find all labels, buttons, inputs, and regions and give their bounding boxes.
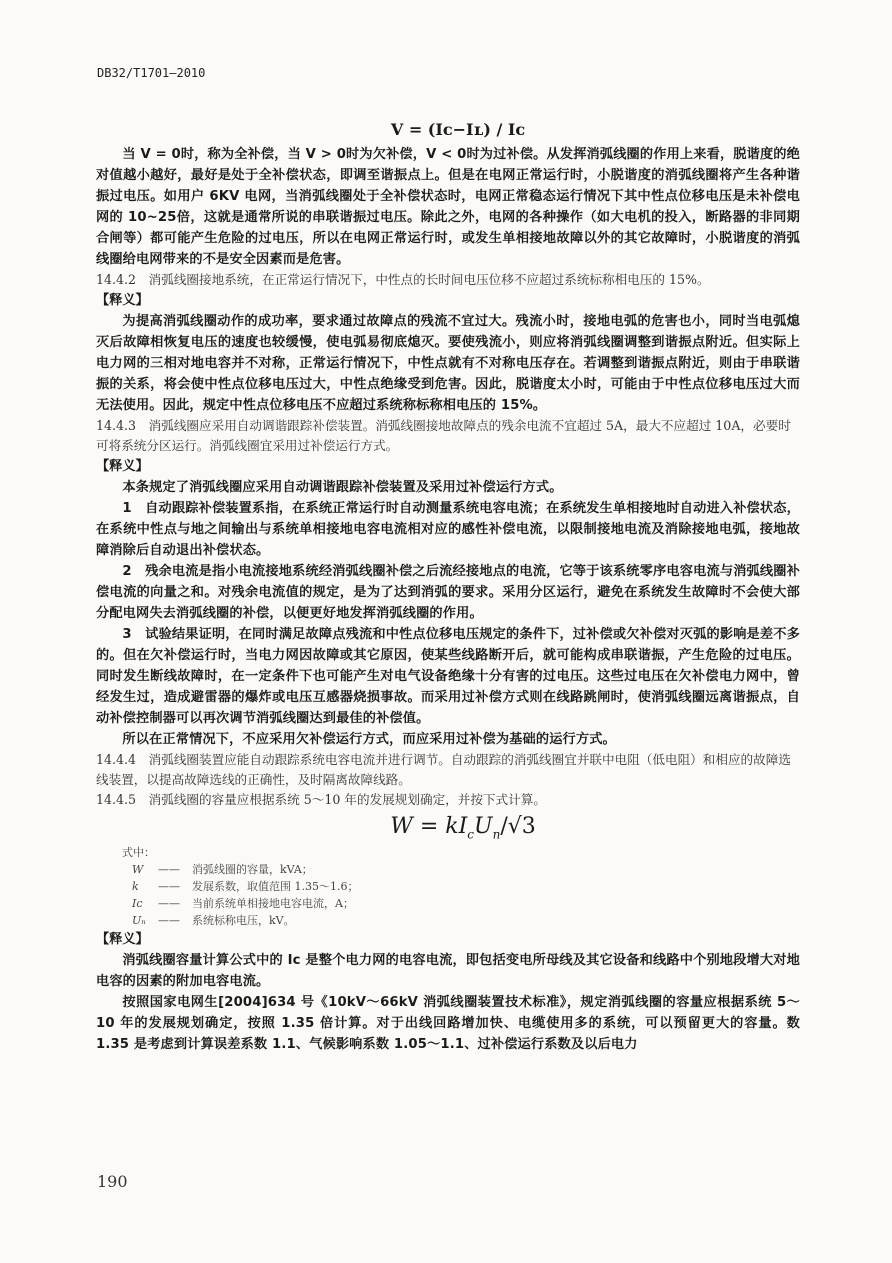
interpretation-label: 【释义】	[96, 459, 149, 474]
variable-dash: ——	[158, 914, 180, 927]
clause-14-4-4: 14.4.4 消弧线圈装置应能自动跟踪系统电容电流并进行调节。自动跟踪的消弧线圈宜并联中电阻（低电阻）和相应的故障选线装置，以提高故障选线的正确性，及时隔离故障线路。	[96, 752, 791, 787]
variable-symbol: W	[132, 863, 144, 876]
variable-dash: ——	[158, 863, 180, 876]
interpretation-label: 【释义】	[96, 293, 149, 308]
clause-14-4-5: 14.4.5 消弧线圈的容量应根据系统 5～10 年的发展规划确定，并按下式计算。	[96, 792, 546, 807]
clause-14-4-2: 14.4.2 消弧线圈接地系统，在正常运行情况下，中性点的长时间电压位移不应超过系统标称相电压的 15%。	[96, 272, 710, 287]
paragraph-interpretation-1442: 为提高消弧线圈动作的成功率，要求通过故障点的残流不宜过大。残流小时，接地电弧的危害也小，同时当电弧熄灭后故障相恢复电压的速度也较缓慢，使电弧易彻底熄灭。要使残流小，则应将消弧线圈调整到谐振点附近。但实际上电力网的三相对地电容并不对称，正常运行情况下，中性点就有不对称电压存在。若调整到谐振点附近，则由于串联谐振的关系，将会使中性点位移电压过大，中性点绝缘受到危害。因此，脱谐度太小时，可能由于中性点位移电压过大而无法使用。因此，规定中性点位移电压不应超过系统称标称相电压的 15%。	[96, 314, 800, 413]
page-content	[96, 116, 800, 1055]
paragraph-item-3: 3 试验结果证明，在同时满足故障点残流和中性点位移电压规定的条件下，过补偿或欠补偿对灭弧的影响是差不多的。但在欠补偿运行时，当电力网因故障或其它原因，使某些线路断开后，就可能构成串联谐振，产生危险的过电压。同时发生断线故障时，在一定条件下也可能产生对电气设备绝缘十分有害的过电压。这些过电压在欠补偿电力网中，曾经发生过，造成避雷器的爆炸或电压互感器烧损事故。而采用过补偿方式则在线路跳闸时，使消弧线圈远离谐振点，自动补偿控制器可以再次调节消弧线圈达到最佳的补偿值。	[96, 627, 800, 726]
paragraph-compensation-explanation: 当 V = 0时，称为全补偿，当 V > 0时为欠补偿，V < 0时为过补偿。从发挥消弧线圈的作用上来看，脱谐度的绝对值越小越好，最好是处于全补偿状态，即调至谐振点上。但是在电网正常运行时，小脱谐度的消弧线圈将产生各种谐振过电压。如用户 6KV 电网，当消弧线圈处于全补偿状态时，电网正常稳态运行情况下其中性点位移电压是未补偿电网的 10~25倍，这就是通常所说的串联谐振过电压。除此之外，电网的各种操作（如大电机的投入，断路器的非同期合闸等）都可能产生危险的过电压，所以在电网正常运行时，或发生单相接地故障以外的其它故障时，小脱谐度的消弧线圈给电网带来的不是安全因素而是危害。	[96, 147, 800, 267]
standard-code-header: DB32/T1701—2010	[97, 66, 206, 80]
variables-label: 式中：	[122, 846, 155, 859]
page-number: 190	[97, 1172, 128, 1191]
variable-symbol: k	[132, 880, 139, 893]
paragraph-item-2: 2 残余电流是指小电流接地系统经消弧线圈补偿之后流经接地点的电流，它等于该系统零序电容电流与消弧线圈补偿电流的向量之和。对残余电流值的规定，是为了达到消弧的要求。采用分区运行，避免在系统发生故障时不会使大部分配电网失去消弧线圈的补偿，以便更好地发挥消弧线圈的作用。	[96, 564, 800, 621]
formula-sub-c: c	[467, 827, 475, 842]
formula-sub-n: n	[492, 827, 501, 842]
variable-row	[122, 861, 800, 878]
variable-symbol: Iᴄ	[132, 897, 143, 910]
variable-symbol: Uₙ	[132, 914, 146, 927]
variable-definitions	[122, 844, 800, 929]
variable-row	[122, 912, 800, 929]
paragraph-item-1: 1 自动跟踪补偿装置系指，在系统正常运行时自动测量系统电容电流；在系统发生单相接地时自动进入补偿状态，在系统中性点与地之间输出与系统单相接地电容电流相对应的感性补偿电流，以限制接地电流及消除接地电弧，接地故障消除后自动退出补偿状态。	[96, 501, 800, 558]
interpretation-label: 【释义】	[96, 932, 149, 947]
clause-14-4-3: 14.4.3 消弧线圈应采用自动调谐跟踪补偿装置。消弧线圈接地故障点的残余电流不宜超过 5A，最大不应超过 10A，必要时可将系统分区运行。消弧线圈宜采用过补偿运行方式。	[96, 418, 791, 453]
formula-lhs: W = kI	[390, 814, 468, 839]
variable-description: 消弧线圈的容量，kVA；	[192, 863, 313, 876]
variable-description: 当前系统单相接地电容电流，A；	[192, 897, 354, 910]
variable-dash: ——	[158, 897, 180, 910]
variable-description: 发展系数，取值范围 1.35～1.6；	[192, 880, 359, 893]
paragraph-conclusion: 所以在正常情况下，不应采用欠补偿运行方式，而应采用过补偿为基础的运行方式。	[122, 732, 616, 747]
compensation-formula: V = (Iᴄ−Iʟ) / Iᴄ	[390, 120, 526, 139]
capacity-formula	[126, 810, 800, 844]
variable-row	[122, 878, 800, 895]
formula-u: U	[474, 814, 493, 839]
paragraph-interpretation-1443-intro: 本条规定了消弧线圈应采用自动调谐跟踪补偿装置及采用过补偿运行方式。	[122, 480, 563, 495]
variable-description: 系统标称电压，kV。	[192, 914, 295, 927]
formula-sqrt: /√3	[500, 814, 536, 839]
paragraph-interpretation-1445-a: 消弧线圈容量计算公式中的 Iᴄ 是整个电力网的电容电流，即包括变电所母线及其它设备和线路中个别地段增大对地电容的因素的附加电容电流。	[96, 953, 800, 989]
paragraph-interpretation-1445-b: 按照国家电网生[2004]634 号《10kV～66kV 消弧线圈装置技术标准》，规定消弧线圈的容量应根据系统 5～10 年的发展规划确定，按照 1.35 倍计算。对于出线回路增加快、电缆使用多的系统，可以预留更大的容量。数 1.35 是考虑到计算误差系数 1.1、气候影响系数 1.05～1.1、过补偿运行系数及以后电力	[96, 995, 800, 1052]
variable-dash: ——	[158, 880, 180, 893]
variable-row	[122, 895, 800, 912]
